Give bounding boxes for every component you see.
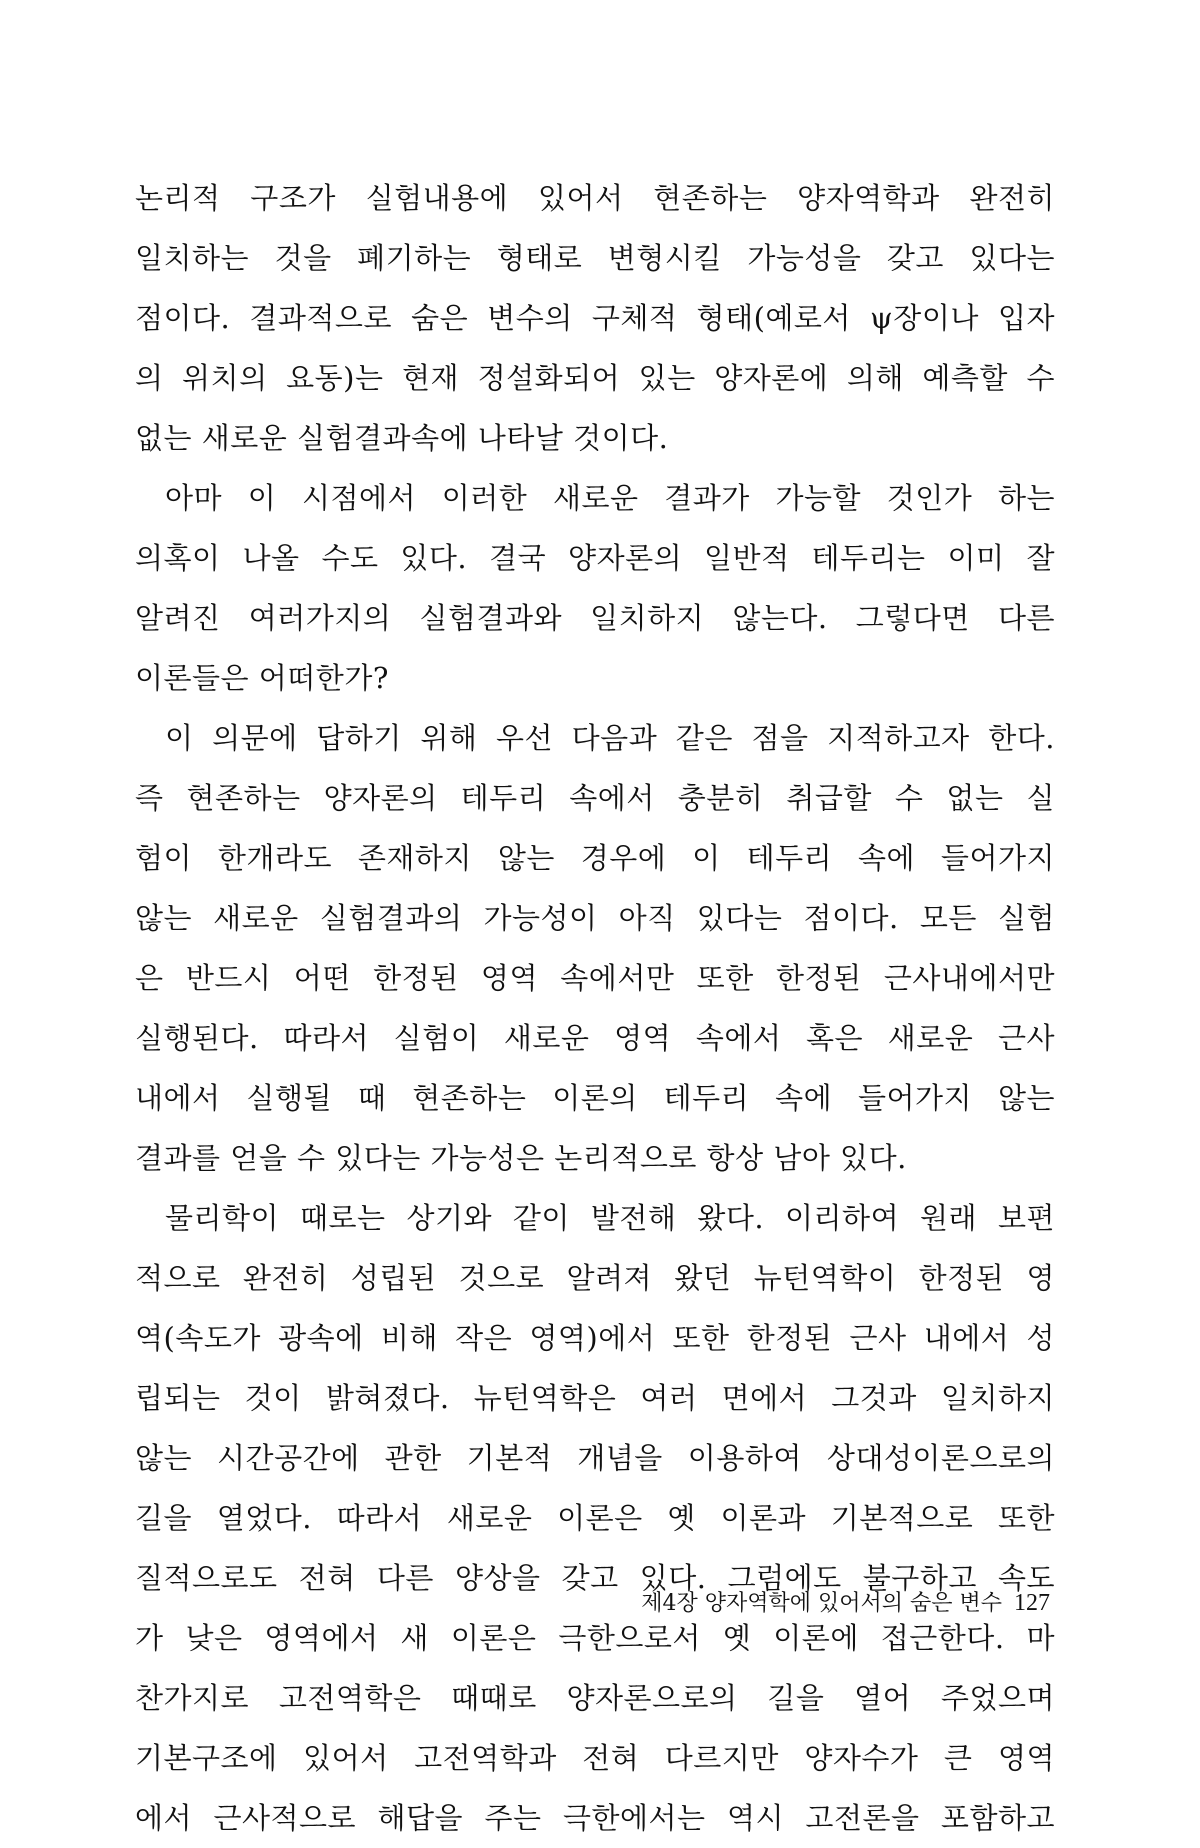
text-line: 일치하는 것을 폐기하는 형태로 변형시킬 가능성을 갖고 있다는	[135, 241, 1055, 275]
text-line: 결과를 얻을 수 있다는 가능성은 논리적으로 항상 남아 있다.	[135, 1141, 907, 1175]
text-line: 아마 이 시점에서 이러한 새로운 결과가 가능할 것인가 하는	[165, 481, 1055, 515]
text-line: 않는 시간공간에 관한 기본적 개념을 이용하여 상대성이론으로의	[135, 1441, 1055, 1475]
text-line: 은 반드시 어떤 한정된 영역 속에서만 또한 한정된 근사내에서만	[135, 961, 1055, 995]
text-line: 에서 근사적으로 해답을 주는 극한에서는 역시 고전론을 포함하고	[135, 1801, 1055, 1835]
text-line: 적으로 완전히 성립된 것으로 알려져 왔던 뉴턴역학이 한정된 영	[135, 1261, 1055, 1295]
text-line: 않는 새로운 실험결과의 가능성이 아직 있다는 점이다. 모든 실험	[135, 901, 1055, 935]
text-line: 역(속도가 광속에 비해 작은 영역)에서 또한 한정된 근사 내에서 성	[135, 1321, 1055, 1355]
text-line: 이 의문에 답하기 위해 우선 다음과 같은 점을 지적하고자 한다.	[165, 721, 1055, 755]
text-line: 즉 현존하는 양자론의 테두리 속에서 충분히 취급할 수 없는 실	[135, 781, 1055, 815]
text-line: 이론들은 어떠한가?	[135, 661, 389, 695]
text-line: 의 위치의 요동)는 현재 정설화되어 있는 양자론에 의해 예측할 수	[135, 361, 1055, 395]
text-line: 기본구조에 있어서 고전역학과 전혀 다르지만 양자수가 큰 영역	[135, 1741, 1055, 1775]
text-line: 찬가지로 고전역학은 때때로 양자론으로의 길을 열어 주었으며	[135, 1681, 1055, 1715]
text-line: 가 낮은 영역에서 새 이론은 극한으로서 옛 이론에 접근한다. 마	[135, 1621, 1055, 1655]
text-line: 없는 새로운 실험결과속에 나타날 것이다.	[135, 421, 669, 455]
text-line: 점이다. 결과적으로 숨은 변수의 구체적 형태(예로서 ψ장이나 입자	[135, 301, 1055, 335]
text-line: 알려진 여러가지의 실험결과와 일치하지 않는다. 그렇다면 다른	[135, 601, 1055, 635]
text-line: 물리학이 때로는 상기와 같이 발전해 왔다. 이리하여 원래 보편	[165, 1201, 1055, 1235]
text-line: 의혹이 나올 수도 있다. 결국 양자론의 일반적 테두리는 이미 잘	[135, 541, 1055, 575]
text-line: 험이 한개라도 존재하지 않는 경우에 이 테두리 속에 들어가지	[135, 841, 1055, 875]
text-line: 논리적 구조가 실험내용에 있어서 현존하는 양자역학과 완전히	[135, 181, 1055, 215]
text-line: 길을 열었다. 따라서 새로운 이론은 옛 이론과 기본적으로 또한	[135, 1501, 1055, 1535]
text-line: 실행된다. 따라서 실험이 새로운 영역 속에서 혹은 새로운 근사	[135, 1021, 1055, 1055]
text-line: 질적으로도 전혀 다른 양상을 갖고 있다. 그럼에도 불구하고 속도	[135, 1561, 1055, 1595]
chapter-title: 제4장 양자역학에 있어서의 숨은 변수	[641, 1591, 1002, 1616]
text-line: 립되는 것이 밝혀졌다. 뉴턴역학은 여러 면에서 그것과 일치하지	[135, 1381, 1055, 1415]
page-number: 127	[1014, 1590, 1050, 1616]
text-line: 내에서 실행될 때 현존하는 이론의 테두리 속에 들어가지 않는	[135, 1081, 1055, 1115]
running-footer	[641, 1588, 1050, 1619]
